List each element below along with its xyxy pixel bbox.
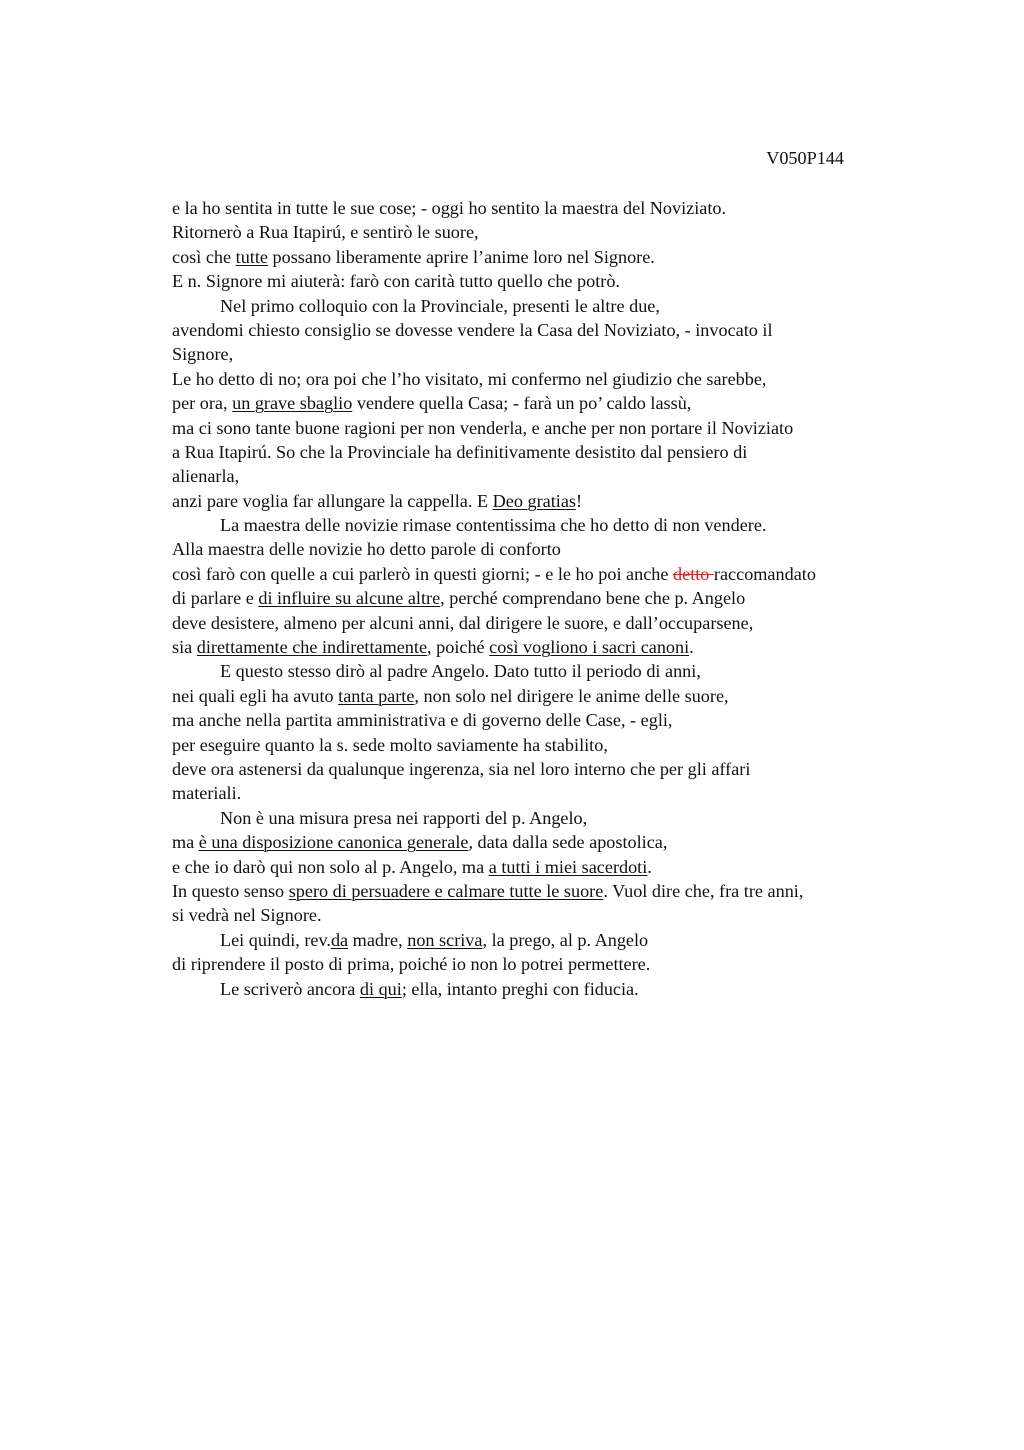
page-identifier: V050P144	[766, 148, 844, 168]
text-segment: avendomi chiesto consiglio se dovesse vendere la Casa del Noviziato, - invocato il	[172, 319, 773, 340]
text-segment: E questo stesso dirò al padre Angelo. Dato tutto il periodo di anni,	[220, 661, 701, 682]
underlined-text: così vogliono i sacri canoni	[489, 637, 690, 658]
text-line	[172, 294, 912, 318]
text-line	[172, 391, 912, 415]
text-segment: ma ci sono tante buone ragioni per non venderla, e anche per non portare il Noviziato	[172, 417, 794, 438]
text-line	[172, 806, 912, 830]
text-segment: . Vuol dire che, fra tre anni,	[603, 880, 804, 901]
text-segment: di riprendere il posto di prima, poiché io non lo potrei permettere.	[172, 954, 651, 975]
text-segment: La maestra delle novizie rimase contentissima che ho detto di non vendere.	[220, 515, 767, 536]
text-line	[172, 513, 912, 537]
text-line	[172, 342, 912, 366]
text-line	[172, 830, 912, 854]
text-segment: Le ho detto di no; ora poi che l’ho visitato, mi confermo nel giudizio che sarebbe,	[172, 368, 767, 389]
text-segment: E n. Signore mi aiuterà: farò con carità tutto quello che potrò.	[172, 271, 620, 292]
text-segment: raccomandato	[713, 563, 816, 584]
text-line	[172, 635, 912, 659]
text-segment: possano liberamente aprire l’anime loro nel Signore.	[267, 246, 655, 267]
text-segment: sia	[172, 637, 197, 658]
underlined-text: a tutti i miei sacerdoti	[488, 856, 648, 877]
text-line	[172, 416, 912, 440]
text-line	[172, 562, 912, 586]
text-segment: In questo senso	[172, 880, 289, 901]
text-segment: Ritornerò a Rua Itapirú, e sentirò le suore,	[172, 222, 479, 243]
text-segment: si vedrà nel Signore.	[172, 905, 322, 926]
text-segment: , non solo nel dirigere le anime delle suore,	[414, 685, 729, 706]
text-line	[172, 367, 912, 391]
text-line	[172, 879, 912, 903]
text-segment: Alla maestra delle novizie ho detto parole di conforto	[172, 539, 561, 560]
text-segment: Le scriverò ancora	[220, 978, 360, 999]
text-line	[172, 659, 912, 683]
text-line	[172, 855, 912, 879]
underlined-text: direttamente che indirettamente	[196, 637, 428, 658]
text-segment: per ora,	[172, 393, 233, 414]
text-segment: ; ella, intanto preghi con fiducia.	[401, 978, 639, 999]
text-line	[172, 537, 912, 561]
text-segment: Nel primo colloquio con la Provinciale, presenti le altre due,	[220, 295, 660, 316]
text-line	[172, 977, 912, 1001]
underlined-text: tanta parte	[338, 685, 415, 706]
text-segment: così farò con quelle a cui parlerò in questi giorni; - e le ho poi anche	[172, 563, 673, 584]
underlined-text: un grave sbaglio	[232, 393, 353, 414]
underlined-text: Deo gratias	[492, 490, 576, 511]
text-line	[172, 489, 912, 513]
underlined-text: spero di persuadere e calmare tutte le suore	[288, 880, 604, 901]
text-line	[172, 708, 912, 732]
text-segment: .	[689, 637, 694, 658]
deleted-text: detto	[673, 563, 714, 584]
text-line	[172, 781, 912, 805]
text-line	[172, 464, 912, 488]
text-segment: ma	[172, 832, 199, 853]
text-line	[172, 269, 912, 293]
text-segment: , la prego, al p. Angelo	[482, 929, 649, 950]
text-segment: alienarla,	[172, 466, 240, 487]
text-segment: Lei quindi, rev.	[220, 929, 331, 950]
text-segment: a Rua Itapirú. So che la Provinciale ha definitivamente desistito dal pensiero di	[172, 441, 748, 462]
text-segment: Non è una misura presa nei rapporti del p. Angelo,	[220, 807, 588, 828]
text-segment: vendere quella Casa; - farà un po’ caldo lassù,	[352, 393, 692, 414]
text-segment: !	[575, 490, 583, 511]
text-line	[172, 952, 912, 976]
text-segment: e che io darò qui non solo al p. Angelo, ma	[172, 856, 489, 877]
text-line	[172, 318, 912, 342]
text-segment: , poiché	[427, 637, 490, 658]
text-segment: , perché comprendano bene che p. Angelo	[440, 588, 746, 609]
text-line	[172, 440, 912, 464]
text-line	[172, 684, 912, 708]
text-segment: di parlare e	[172, 588, 259, 609]
text-line	[172, 733, 912, 757]
text-segment: per eseguire quanto la s. sede molto saviamente ha stabilito,	[172, 734, 608, 755]
underlined-text: è una disposizione canonica generale	[198, 832, 469, 853]
text-segment: nei quali egli ha avuto	[172, 685, 339, 706]
text-line	[172, 928, 912, 952]
text-segment: Signore,	[172, 344, 234, 365]
text-line	[172, 220, 912, 244]
underlined-text: non scriva	[407, 929, 483, 950]
text-segment: .	[647, 856, 652, 877]
text-segment: ma anche nella partita amministrativa e di governo delle Case, - egli,	[172, 710, 673, 731]
text-segment: madre,	[348, 929, 408, 950]
text-segment: materiali.	[172, 783, 242, 804]
text-segment: deve ora astenersi da qualunque ingerenza, sia nel loro interno che per gli affari	[172, 758, 751, 779]
letter-body	[172, 196, 912, 1001]
underlined-text: di qui	[359, 978, 402, 999]
text-segment: deve desistere, almeno per alcuni anni, dal dirigere le suore, e dall’occuparsene,	[172, 612, 754, 633]
underlined-text: di influire su alcune altre	[258, 588, 441, 609]
text-segment: anzi pare voglia far allungare la cappella. E	[172, 490, 493, 511]
text-segment: così che	[172, 246, 236, 267]
text-segment: , data dalla sede apostolica,	[468, 832, 668, 853]
text-line	[172, 586, 912, 610]
text-line	[172, 611, 912, 635]
text-segment: e la ho sentita in tutte le sue cose; - oggi ho sentito la maestra del Noviziato.	[172, 198, 727, 218]
text-line	[172, 757, 912, 781]
text-line	[172, 245, 912, 269]
text-line	[172, 196, 912, 220]
underlined-text: tutte	[235, 246, 268, 267]
underlined-text: da	[330, 929, 349, 950]
text-line	[172, 903, 912, 927]
